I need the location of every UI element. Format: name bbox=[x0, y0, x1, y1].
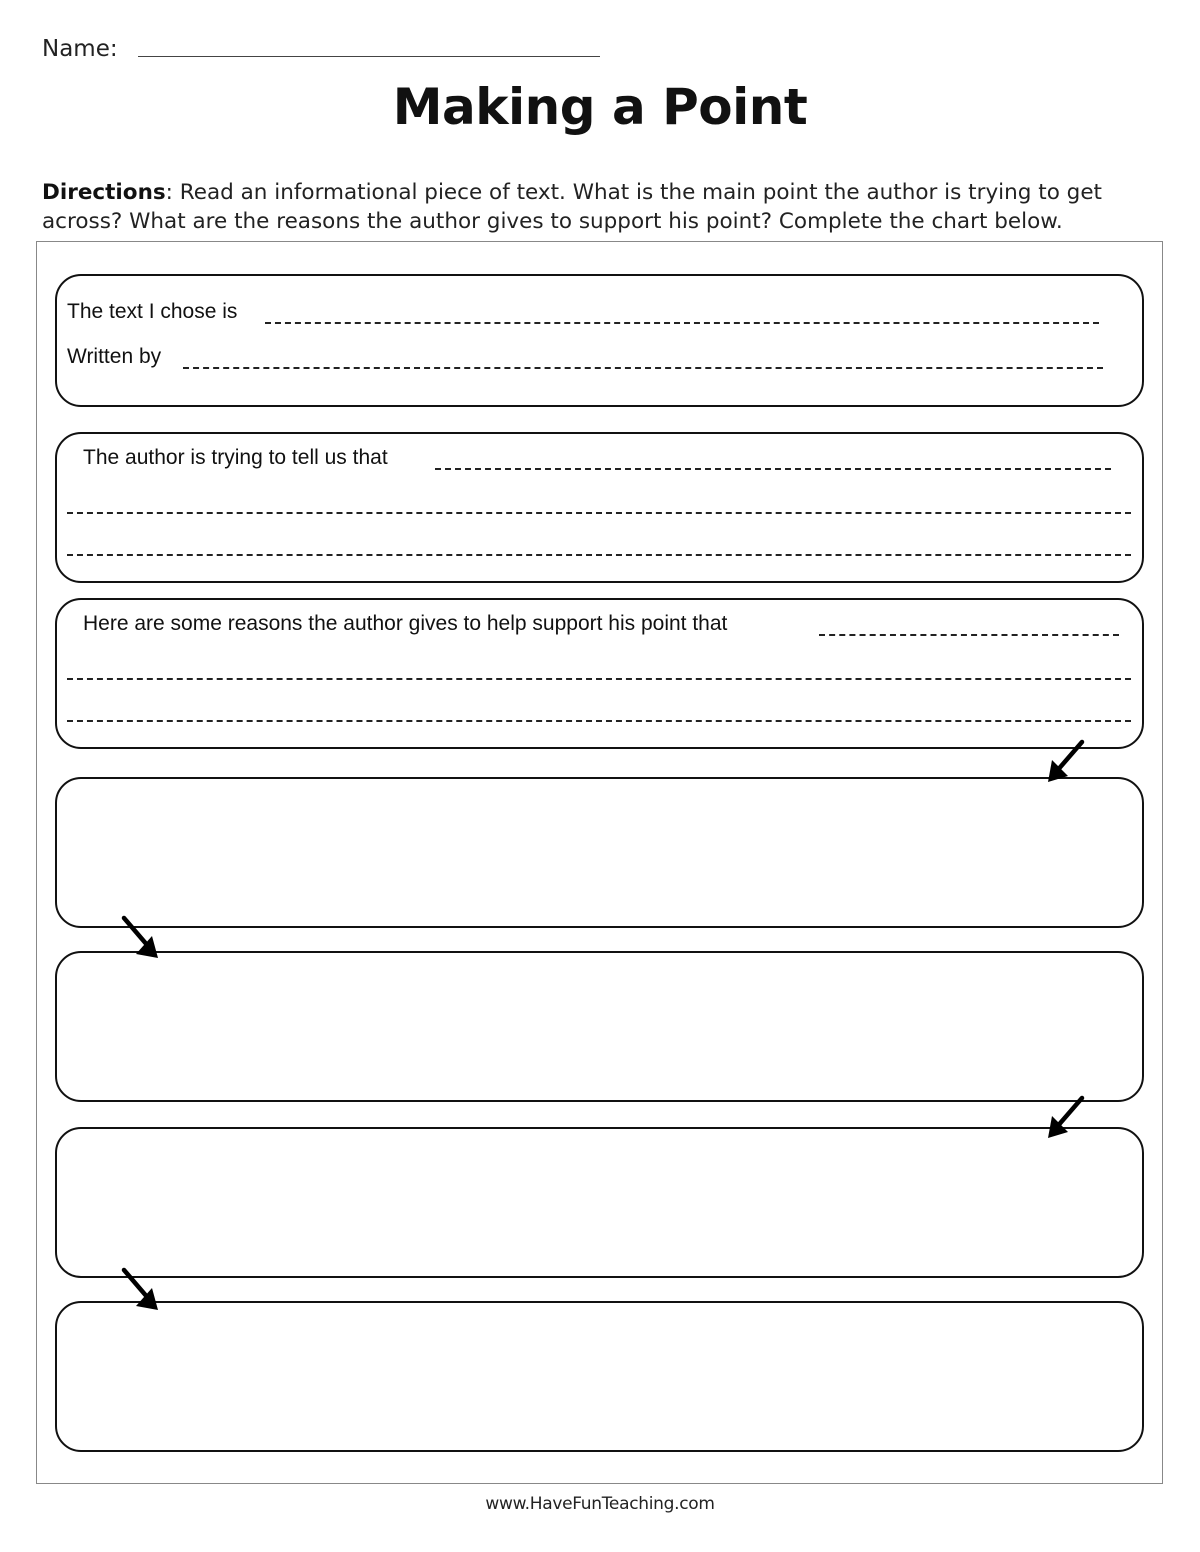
directions-text: : Read an informational piece of text. What is the main point the author is trying to get across? What are the reasons the author gives to support his point? Complete the chart below. bbox=[42, 180, 1102, 234]
directions-label: Directions bbox=[42, 180, 166, 205]
reasons-line-2[interactable] bbox=[67, 678, 1131, 680]
text-chosen-label: The text I chose is bbox=[67, 300, 238, 323]
author-point-label: The author is trying to tell us that bbox=[83, 446, 388, 469]
author-point-box bbox=[55, 432, 1144, 583]
author-point-line-2[interactable] bbox=[67, 512, 1131, 514]
arrow-icon bbox=[1042, 736, 1092, 786]
reasons-line-3[interactable] bbox=[67, 720, 1131, 722]
name-label: Name: bbox=[42, 36, 118, 62]
arrow-icon bbox=[1042, 1092, 1092, 1142]
directions bbox=[42, 178, 1162, 236]
page-title: Making a Point bbox=[392, 78, 808, 136]
author-point-line-3[interactable] bbox=[67, 554, 1131, 556]
reasons-label: Here are some reasons the author gives to help support his point that bbox=[83, 612, 728, 635]
reason-box-1[interactable] bbox=[55, 777, 1144, 928]
name-row bbox=[42, 34, 602, 64]
arrow-icon bbox=[114, 1264, 164, 1314]
reasons-box bbox=[55, 598, 1144, 749]
author-point-blank[interactable] bbox=[435, 468, 1111, 470]
reason-box-3[interactable] bbox=[55, 1127, 1144, 1278]
reason-box-2[interactable] bbox=[55, 951, 1144, 1102]
reason-box-4[interactable] bbox=[55, 1301, 1144, 1452]
written-by-label: Written by bbox=[67, 345, 162, 368]
reasons-blank[interactable] bbox=[819, 634, 1119, 636]
footer-website: www.HaveFunTeaching.com bbox=[485, 1494, 715, 1514]
written-by-blank[interactable] bbox=[183, 367, 1103, 369]
arrow-icon bbox=[114, 912, 164, 962]
name-input-line[interactable] bbox=[138, 56, 600, 57]
text-chosen-blank[interactable] bbox=[265, 322, 1099, 324]
text-info-box bbox=[55, 274, 1144, 407]
